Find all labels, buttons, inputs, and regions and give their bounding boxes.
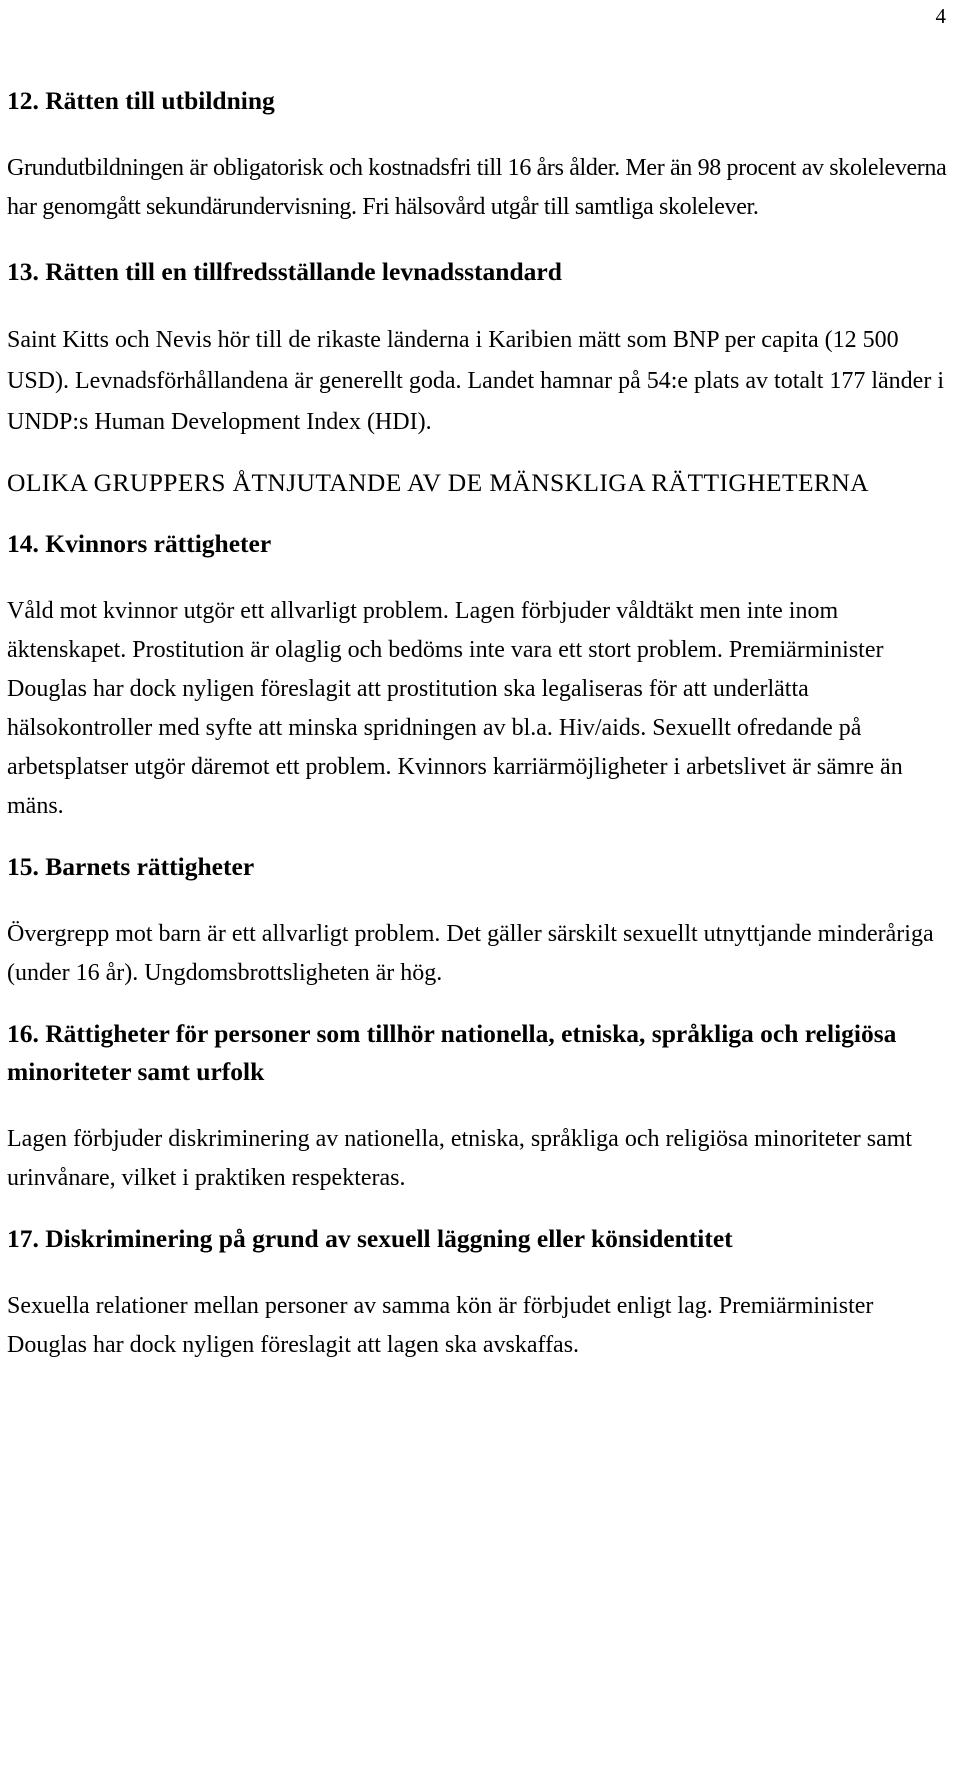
section-text-17: Sexuella relationer mellan personer av samma kön är förbjudet enligt lag. Premiärminister Douglas har dock nyligen föreslagit att lagen ska avskaffas. [7, 1293, 874, 1358]
section-text-15: Övergrepp mot barn är ett allvarligt problem. Det gäller särskilt sexuellt utnyttjande minderåriga (under 16 år). Ungdomsbrottsligheten är hög. [7, 921, 934, 986]
section-text-16: Lagen förbjuder diskriminering av nationella, etniska, språkliga och religiösa minoriteter samt urinvånare, vilket i praktiken respekteras. [7, 1126, 913, 1191]
part-heading: OLIKA GRUPPERS ÅTNJUTANDE AV DE MÄNSKLIGA RÄTTIGHETERNA [7, 468, 869, 497]
section-heading-13: 13. Rätten till en tillfredsställande levnadsstandard [7, 257, 562, 286]
section-text-13: Saint Kitts och Nevis hör till de rikaste länderna i Karibien mätt som BNP per capita (12 500 USD). Levnadsförhållandena är generellt goda. Landet hamnar på 54:e plats av totalt 177 länder i UNDP:s Human Development Index (HDI). [7, 327, 944, 435]
section-heading-16: 16. Rättigheter för personer som tillhör nationella, etniska, språkliga och religiösa minoriteter samt urfolk [7, 1019, 897, 1086]
page-content [7, 82, 952, 1387]
section-heading-12: 12. Rätten till utbildning [7, 86, 275, 115]
section-heading-14: 14. Kvinnors rättigheter [7, 529, 272, 558]
page-number: 4 [935, 4, 946, 28]
section-heading-17: 17. Diskriminering på grund av sexuell läggning eller könsidentitet [7, 1224, 733, 1253]
section-heading-15: 15. Barnets rättigheter [7, 852, 255, 881]
section-text-12: Grundutbildningen är obligatorisk och kostnadsfri till 16 års ålder. Mer än 98 procent av skoleleverna har genomgått sekundärundervisning. Fri hälsovård utgår till samtliga skolelever. [7, 155, 947, 220]
section-text-14: Våld mot kvinnor utgör ett allvarligt problem. Lagen förbjuder våldtäkt men inte inom äktenskapet. Prostitution är olaglig och bedöms inte vara ett stort problem. Premiärminister Douglas har dock nyligen föreslagit att prostitution ska legaliseras för att underlätta hälsokontroller med syfte att minska spridningen av bl.a. Hiv/aids. Sexuellt ofredande på arbetsplatser utgör däremot ett problem. Kvinnors karriärmöjligheter i arbetslivet är sämre än mäns. [7, 598, 903, 819]
